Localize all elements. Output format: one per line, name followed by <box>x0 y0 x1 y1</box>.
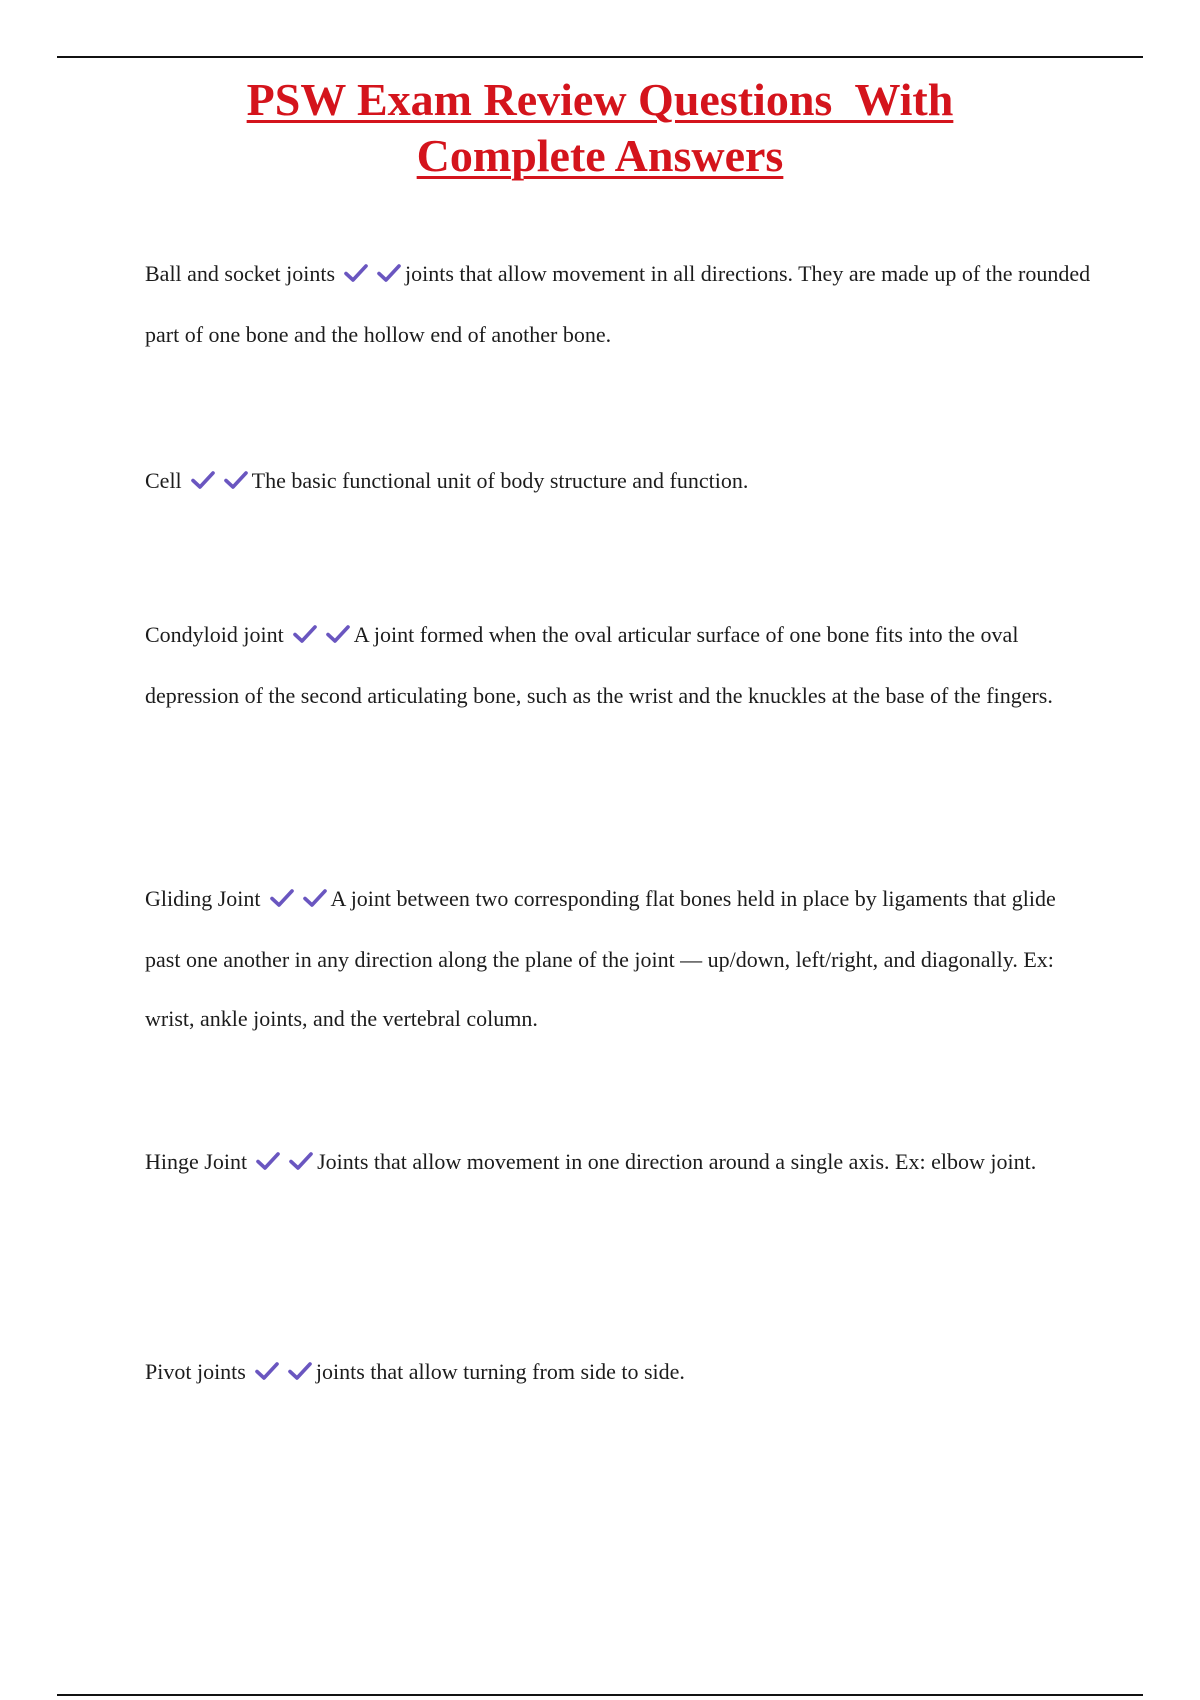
qa-entry <box>145 244 1095 364</box>
definition: joints that allow turning from side to side. <box>315 1359 685 1384</box>
top-rule <box>57 56 1143 58</box>
definition: A joint between two corresponding flat bones held in place by ligaments that glide past one another in any direction along the plane of the joint — up/down, left/right, and diagonally. Ex: wrist, ankle joints, and the vertebral column. <box>145 886 1056 1031</box>
title-line-2: Complete Answers <box>416 130 784 181</box>
definition: A joint formed when the oval articular surface of one bone fits into the oval depression of the second articulating bone, such as the wrist and the knuckles at the base of the fingers. <box>145 622 1053 708</box>
term: Gliding Joint <box>145 886 261 911</box>
definition: The basic functional unit of body structure and function. <box>251 468 749 493</box>
answer-marker <box>270 871 327 930</box>
check-icon <box>303 888 327 908</box>
check-icon <box>326 624 350 644</box>
definition: Joints that allow movement in one direction around a single axis. Ex: elbow joint. <box>317 1149 1037 1174</box>
qa-entry <box>145 869 1095 1048</box>
check-icon <box>270 888 294 908</box>
term: Cell <box>145 468 182 493</box>
qa-entry <box>145 451 1095 512</box>
definition: joints that allow movement in all directions. They are made up of the rounded part of one bone and the hollow end of another bone. <box>145 261 1091 347</box>
check-icon <box>255 1361 279 1381</box>
answer-marker <box>344 246 401 305</box>
check-icon <box>224 470 248 490</box>
check-icon <box>288 1361 312 1381</box>
term: Pivot joints <box>145 1359 246 1384</box>
answer-marker <box>293 607 350 666</box>
check-icon <box>377 263 401 283</box>
check-icon <box>344 263 368 283</box>
term: Hinge Joint <box>145 1149 248 1174</box>
term: Ball and socket joints <box>145 261 336 286</box>
check-icon <box>256 1151 280 1171</box>
term: Condyloid joint <box>145 622 284 647</box>
answer-marker <box>255 1344 312 1403</box>
bottom-rule <box>57 1694 1143 1696</box>
qa-entry <box>145 605 1095 725</box>
qa-entry <box>145 1132 1095 1193</box>
title-line-1: PSW Exam Review Questions With <box>246 74 954 125</box>
answer-marker <box>256 1134 313 1193</box>
qa-entry <box>145 1342 1095 1403</box>
document-title <box>100 72 1100 184</box>
check-icon <box>293 624 317 644</box>
answer-marker <box>191 453 248 512</box>
check-icon <box>289 1151 313 1171</box>
check-icon <box>191 470 215 490</box>
